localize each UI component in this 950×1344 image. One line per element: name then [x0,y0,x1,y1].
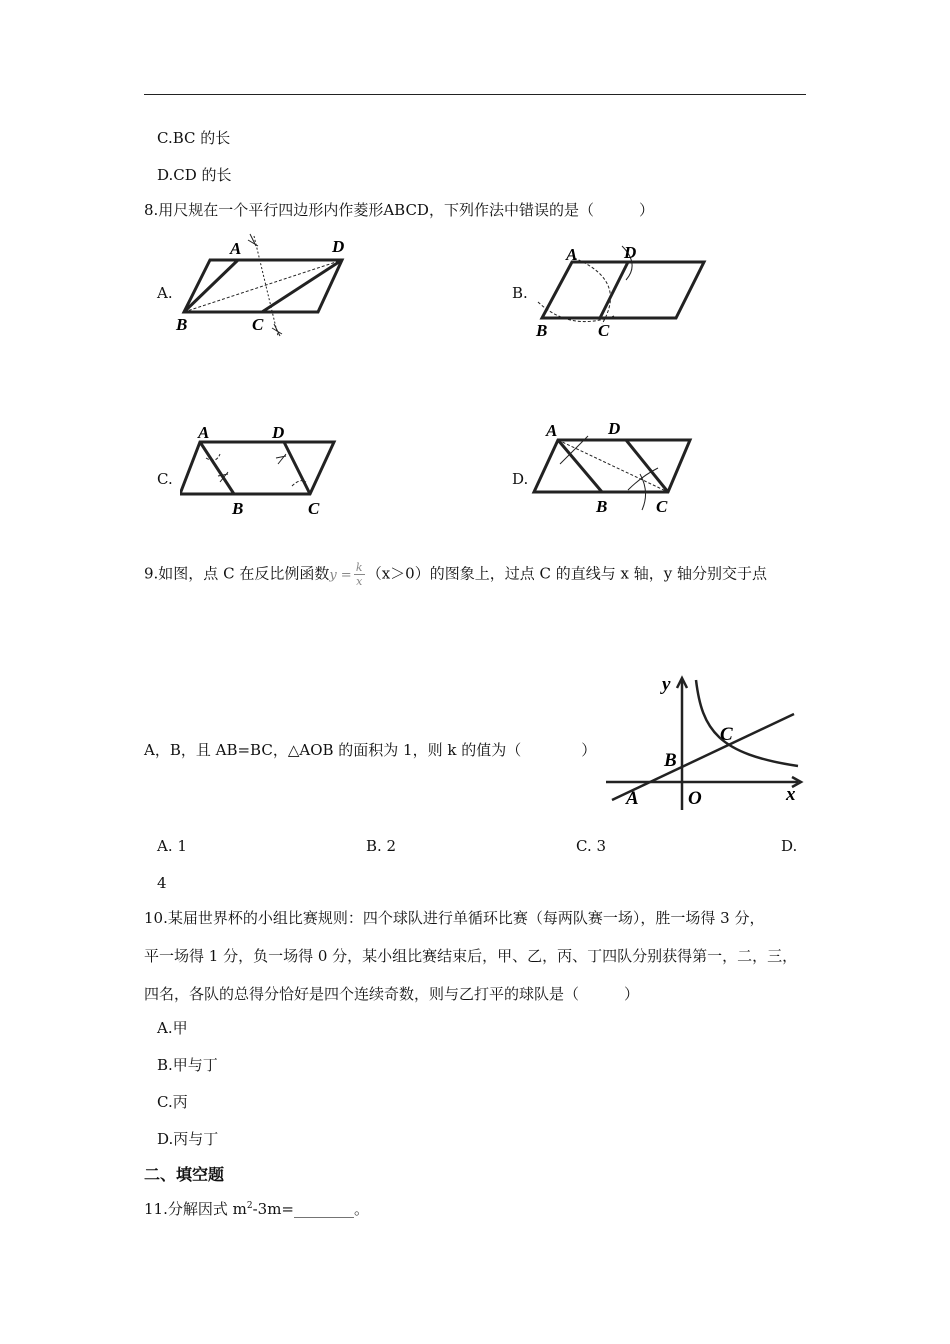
q9-formula-frac [354,562,365,587]
q8b-label-c: C [598,321,610,340]
q8a-label-c: C [252,315,264,334]
q10-stem-line1: 10.某届世界杯的小组比赛规则：四个球队进行单循环比赛（每两队赛一场），胜一场得 3 分， [144,909,765,927]
q10-option-c: C.丙 [157,1093,188,1111]
q9-option-d: D. [781,837,798,855]
q9-formula-num: k [355,561,363,574]
q10-stem-line3: 四名，各队的总得分恰好是四个连续奇数，则与乙打平的球队是（ ） [144,985,640,1003]
q9-origin-label: O [688,788,702,809]
q8c-label-d: D [272,423,285,442]
header-rule [144,94,806,95]
q8a-label-a: A [230,239,242,258]
q8c-label-a: A [198,423,210,442]
q9-stem-pre: 9.如图，点 C 在反比例函数 [144,564,330,583]
q9-point-a-label: A [626,788,639,809]
q8c-label-b: B [232,499,244,518]
q9-formula-den: x [356,575,363,588]
q11-post: -3m=________。 [252,1200,369,1218]
q8d-label-c: C [656,497,668,516]
q8-stem: 8.用尺规在一个平行四边形内作菱形ABCD，下列作法中错误的是（ ） [144,201,654,219]
q8b-label-a: A [566,245,578,264]
q8c-label-c: C [308,499,320,518]
q9-formula [329,561,366,588]
q7-option-d: D.CD 的长 [157,166,232,184]
q9-axis-y-label: y [662,674,671,695]
q11-exponent: 2 [246,1201,253,1211]
q8-figure-b [530,240,710,340]
q8a-label-b: B [176,315,188,334]
q9-point-c-label: C [720,724,733,745]
q9-formula-lhs: y = [329,567,352,583]
q8-option-b: B. [512,284,528,302]
q9-point-b-label: B [664,750,677,771]
q8b-label-b: B [536,321,548,340]
q9-stem [144,562,767,587]
q10-stem-line2: 平一场得 1 分，负一场得 0 分，某小组比赛结束后，甲、乙，丙、丁四队分别获得第一，二，三， [144,947,798,965]
q10-option-d: D.丙与丁 [157,1130,219,1148]
q10-option-b: B.甲与丁 [157,1056,218,1074]
q8-option-d: D. [512,470,529,488]
q9-option-c: C. 3 [576,837,607,855]
q9-option-b: B. 2 [366,837,397,855]
q8-figure-d [530,416,700,520]
q8a-label-d: D [332,237,345,256]
q8-option-c: C. [157,470,173,488]
q8-figure-a [170,228,360,340]
q11-pre: 11.分解因式 m [144,1200,247,1218]
q8d-label-d: D [608,419,621,438]
q9-stem-post: （x＞0）的图象上，过点 C 的直线与 x 轴，y 轴分别交于点 [366,564,767,583]
q8-option-a: A. [157,284,173,302]
q8-figure-c [180,420,350,520]
q9-option-a: A. 1 [157,837,187,855]
q10-option-a: A.甲 [157,1019,188,1037]
q9-option-d-value: 4 [157,874,167,892]
q9-stem-line2: A，B，且 AB=BC，△AOB 的面积为 1，则 k 的值为（ ） [144,741,597,759]
q8d-label-b: B [596,497,608,516]
q8d-label-a: A [546,421,558,440]
q11-stem [144,1198,369,1219]
section-title: 二、填空题 [144,1165,225,1184]
q7-option-c: C.BC 的长 [157,129,231,147]
q9-axis-x-label: x [786,784,796,805]
q9-graph [598,670,810,820]
q8b-label-d: D [624,243,637,262]
